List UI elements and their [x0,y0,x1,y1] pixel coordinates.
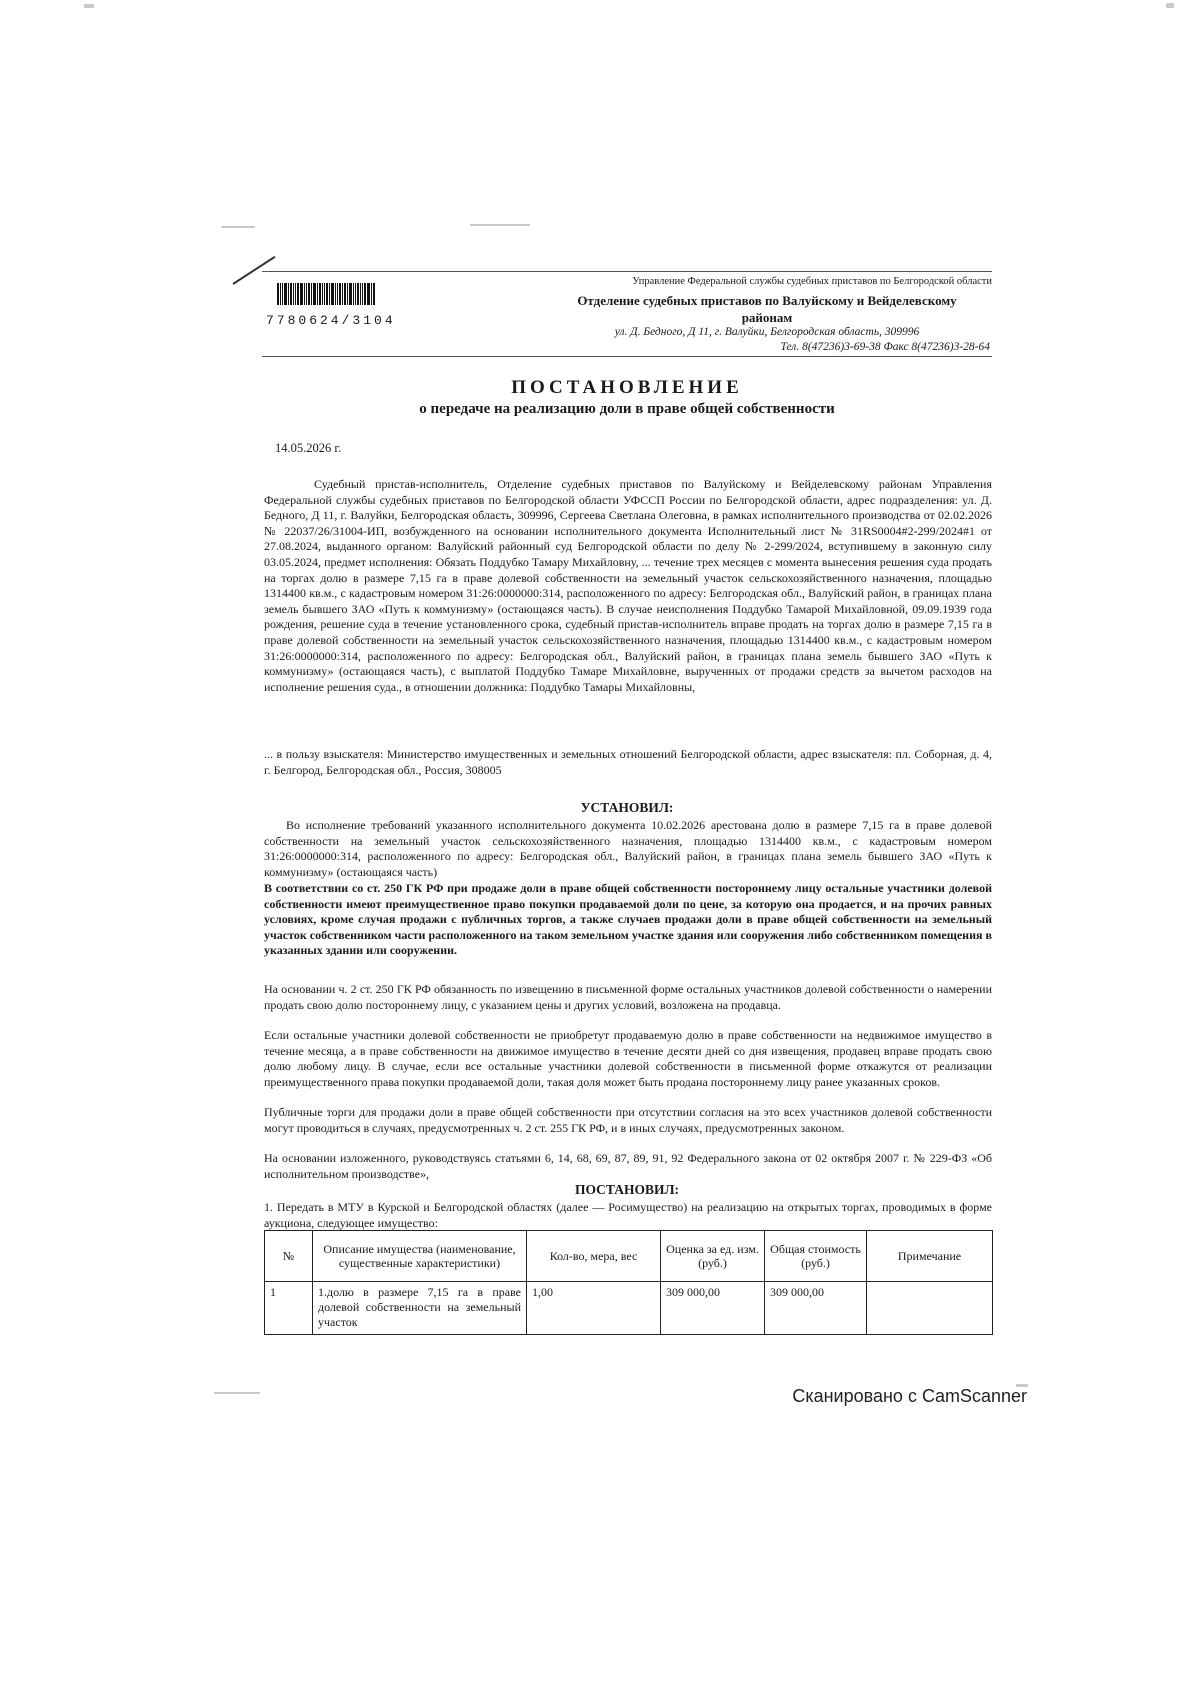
department-name [536,292,998,326]
barcode-bar [344,283,346,305]
barcode [277,283,391,305]
barcode-bar [322,283,323,305]
cell-total: 309 000,00 [765,1282,867,1335]
barcode-bar [360,283,361,305]
cell-unit-price: 309 000,00 [661,1282,765,1335]
article-250-part2-paragraph: На основании ч. 2 ст. 250 ГК РФ обязанность по извещению в письменной форме остальных участников долевой собственности о намерении продать свою долю постороннему лицу, с указанием цены и других условий, возложена на продавца. [264,982,992,1012]
barcode-bar [371,283,372,305]
barcode-bar [306,283,307,305]
cell-number: 1 [265,1282,313,1335]
barcode-bar [295,283,296,305]
department-name-line1: Отделение судебных приставов по Валуйскому и Вейделевскому [577,293,957,308]
col-header-total: Общая стоимость (руб.) [765,1231,867,1282]
col-header-number: № [265,1231,313,1282]
barcode-bar [311,283,312,305]
document-date: 14.05.2026 г. [275,441,342,455]
refusal-paragraph: Если остальные участники долевой собственности не приобретут продаваемую долю в праве собственности на недвижимое имущество в течение месяца, а в праве собственности на движимое имущество в течение десяти дней со дня извещения, продавец вправе продать свою долю любому лицу. В случае, если все остальные участники долевой собственности в письменной форме откажутся от реализации преимущественного права покупки продаваемой доли, такая доля может быть продана постороннему лицу ранее указанных сроков. [264,1028,992,1089]
barcode-bar [347,283,348,305]
barcode-bar [364,283,366,305]
table-header-row [265,1231,993,1282]
barcode-bar [277,283,279,305]
barcode-bar [355,283,356,305]
established-heading: УСТАНОВИЛ: [580,800,674,815]
barcode-bar [329,283,330,305]
agency-name: Управление Федеральной службы судебных приставов по Белгородской области [632,276,992,287]
barcode-bar [339,283,341,305]
barcode-bar [313,283,316,305]
scan-speck [221,226,255,228]
barcode-bar [373,283,375,305]
barcode-bar [331,283,334,305]
barcode-bar [362,283,363,305]
barcode-bar [308,283,310,305]
col-header-quantity: Кол-во, мера, вес [527,1231,661,1282]
legal-basis-paragraph: На основании изложенного, руководствуясь статьями 6, 14, 68, 69, 87, 89, 91, 92 Федерального закона от 02 октября 2007 г. № 229-ФЗ «Об исполнительном производстве», [264,1151,992,1181]
decided-heading: ПОСТАНОВИЛ: [574,1182,680,1197]
barcode-bar [335,283,336,305]
col-header-unit-price: Оценка за ед. изм. (руб.) [661,1231,765,1282]
document-subtitle: о передаче на реализацию доли в праве общей собственности [419,401,835,417]
scan-speck [84,4,94,8]
barcode-bar [297,283,299,305]
scan-speck [1166,3,1174,8]
barcode-bar [304,283,305,305]
barcode-bar [284,283,287,305]
scanner-watermark: Сканировано с CamScanner [792,1386,1027,1406]
barcode-bar [353,283,354,305]
barcode-bar [288,283,289,305]
cell-note [867,1282,993,1335]
barcode-bar [319,283,321,305]
barcode-bar [367,283,370,305]
decision-item-1: 1. Передать в МТУ в Курской и Белгородской областях (далее — Росимущество) на реализацию на открытых торгах, проводимых в форме аукциона, следующее имущество: [264,1200,992,1230]
document-title: ПОСТАНОВЛЕНИЕ [511,377,743,398]
barcode-bar [280,283,281,305]
barcode-bar [300,283,303,305]
barcode-bar [317,283,318,305]
barcode-bar [337,283,338,305]
scan-speck [214,1392,260,1394]
col-header-note: Примечание [867,1231,993,1282]
scan-speck [470,224,530,226]
table-row [265,1282,993,1335]
barcode-bar [326,283,328,305]
established-paragraph: Во исполнение требований указанного исполнительного документа 10.02.2026 арестована долю в размере 7,15 га в праве долевой собственности на земельный участок сельскохозяйственного назначения, площадью 1314400 кв.м., с кадастровым номером 31:26:0000000:314, расположенного по адресу: Белгородская обл., Валуйский район, в границах плана земель бывшего ЗАО «Путь к коммунизму» (остающаяся часть) [264,818,992,879]
cell-quantity: 1,00 [527,1282,661,1335]
intro-paragraph: Судебный пристав-исполнитель, Отделение судебных приставов по Валуйскому и Вейделевскому районам Управления Федеральной службы судебных приставов по Белгородской области УФССП России по Белгородской области, адрес подразделения: ул. Д. Бедного, Д 11, г. Валуйки, Белгородская область, 309996, Сергеева Светлана Олеговна, в рамках исполнительного производства от 02.02.2026 № 22037/26/31004-ИП, возбужденного на основании исполнительного документа Исполнительный лист № 31RS0004#2-299/2024#1 от 27.08.2024, выданного органом: Валуйский районный суд Белгородской области по делу № 2-299/2024, вступившему в законную силу 03.05.2024, предмет исполнения: Обязать Поддубко Тамару Михайловну, ... течение трех месяцев с момента вынесения решения суда продать на торгах долю в размере 7,15 га в праве долевой собственности на земельный участок сельскохозяйственного назначения, площадью 1314400 кв.м., с кадастровым номером 31:26:0000000:314, расположенного по адресу: Белгородская обл., Валуйский район, в границах плана земель бывшего ЗАО «Путь к коммунизму» (остающаяся часть). В случае неисполнения Поддубко Тамарой Михайловной, 09.09.1939 года рождения, решение суда в течение установленного срока, судебный пристав-исполнитель вправе продать на торгах долю в размере 7,15 га в праве долевой собственности на земельный участок сельскохозяйственного назначения, площадью 1314400 кв.м., с кадастровым номером 31:26:0000000:314, расположенного по адресу: Белгородская обл., Валуйский район, в границах плана земель бывшего ЗАО «Путь к коммунизму» (остающаяся часть), с выплатой Поддубко Тамаре Михайловне, вырученных от продажи средств за вычетом расходов на исполнение решения суда., в отношении должника: Поддубко Тамары Михайловны, [264,477,992,694]
public-auction-paragraph: Публичные торги для продажи доли в праве общей собственности при отсутствии согласия на это всех участников долевой собственности могут проводиться в случаях, предусмотренных ч. 2 ст. 255 ГК РФ, и в иных случаях, предусмотренных законом. [264,1105,992,1135]
department-address: ул. Д. Бедного, Д 11, г. Валуйки, Белгородская область, 309996 [614,326,920,338]
department-phone: Тел. 8(47236)3-69-38 Факс 8(47236)3-28-64 [780,341,990,353]
property-table [264,1230,993,1335]
barcode-bar [342,283,343,305]
barcode-bar [290,283,292,305]
barcode-bar [282,283,283,305]
department-name-line2: районам [741,310,793,325]
barcode-bar [324,283,325,305]
col-header-description: Описание имущества (наименование, существенные характеристики) [313,1231,527,1282]
barcode-bar [349,283,352,305]
article-250-paragraph: В соответствии со ст. 250 ГК РФ при продаже доли в праве общей собственности постороннему лицу остальные участники долевой собственности имеют преимущественное право покупки продаваемой доли по цене, за которую она продается, и на прочих равных условиях, кроме случая продажи с публичных торгов, а также случаев продажи доли в праве общей собственности на земельный участок собственником части расположенного на таком земельном участке здания или сооружения либо собственником помещения в указанных здании или сооружении. [264,881,992,958]
header-bottom-rule [262,356,992,357]
header-top-rule [262,271,992,272]
barcode-bar [357,283,359,305]
claimant-paragraph: ... в пользу взыскателя: Министерство имущественных и земельных отношений Белгородской области, адрес взыскателя: пл. Соборная, д. 4, г. Белгород, Белгородская обл., Россия, 308005 [264,747,992,777]
barcode-bar [293,283,294,305]
barcode-number: 7780624/3104 [266,313,396,328]
cell-description: 1.долю в размере 7,15 га в праве долевой собственности на земельный участок [313,1282,527,1335]
